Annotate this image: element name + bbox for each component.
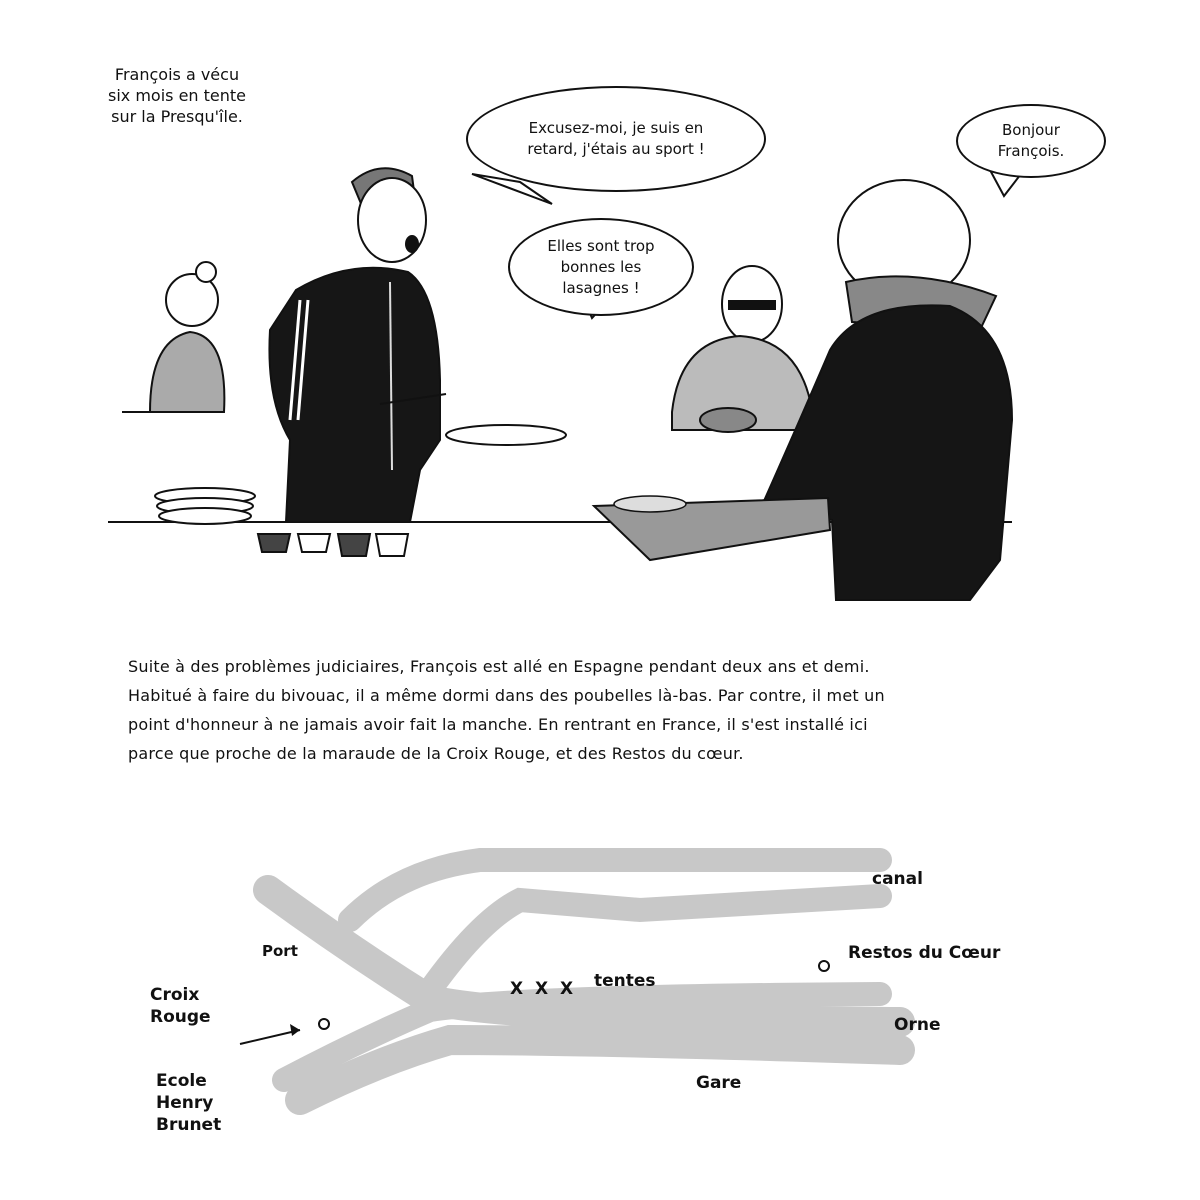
paragraph-line: Habitué à faire du bivouac, il a même dormi dans des poubelles là-bas. Par contre, il met un: [128, 686, 885, 705]
paragraph-line: Suite à des problèmes judiciaires, François est allé en Espagne pendant deux ans et demi.: [128, 657, 870, 676]
background-woman: [122, 262, 224, 412]
arrow-line: [240, 1030, 300, 1044]
bubble-line: Excusez-moi, je suis en: [528, 119, 704, 137]
speech-bubble-francois: [466, 86, 766, 192]
seated-man: [672, 266, 812, 432]
narrative-paragraph: [128, 652, 1008, 768]
map-label-croix-rouge: [150, 984, 211, 1028]
map-label-orne: Orne: [894, 1015, 941, 1035]
label-line: Henry: [156, 1093, 214, 1113]
caption-line: six mois en tente: [107, 86, 247, 105]
caption-line: François a vécu: [114, 65, 240, 84]
plate-stack: [155, 488, 255, 524]
map-label-canal: canal: [872, 869, 923, 889]
map-road-gare: [300, 1040, 900, 1100]
map-label-port: Port: [262, 942, 298, 960]
map-label-restos: Restos du Cœur: [848, 943, 1001, 963]
restos-marker: [819, 961, 829, 971]
francois-figure: [269, 168, 566, 522]
caption-line: sur la Presqu'île.: [111, 107, 243, 126]
narration-caption: [92, 64, 262, 127]
map-label-ecole: [156, 1070, 221, 1136]
bubble-line: lasagnes !: [562, 278, 640, 297]
bubble-line: Bonjour: [1001, 121, 1060, 139]
speech-bubble-woman: [956, 104, 1106, 178]
label-line: Rouge: [150, 1007, 211, 1027]
bubble-line: retard, j'étais au sport !: [527, 140, 705, 158]
map-label-gare: Gare: [696, 1073, 742, 1093]
cups: [258, 534, 408, 556]
map-drawing: [268, 860, 900, 1100]
label-line: Brunet: [156, 1115, 222, 1135]
bubble-line: François.: [997, 142, 1065, 160]
label-line: Ecole: [156, 1071, 207, 1091]
bubble-line: bonnes les: [560, 257, 642, 276]
map-label-tentes: tentes: [594, 971, 656, 991]
lasagna-tray: [594, 496, 830, 560]
paragraph-line: point d'honneur à ne jamais avoir fait la manche. En rentrant en France, il s'est installé ici: [128, 715, 868, 734]
croix-rouge-marker: [319, 1019, 329, 1029]
bubble-line: Elles sont trop: [547, 236, 655, 255]
map-tentes-marks: X X X: [510, 979, 577, 999]
paragraph-line: parce que proche de la maraude de la Croix Rouge, et des Restos du cœur.: [128, 744, 744, 763]
speech-bubble-man: [508, 218, 694, 316]
arrow-head: [290, 1024, 300, 1036]
label-line: Croix: [150, 985, 200, 1005]
